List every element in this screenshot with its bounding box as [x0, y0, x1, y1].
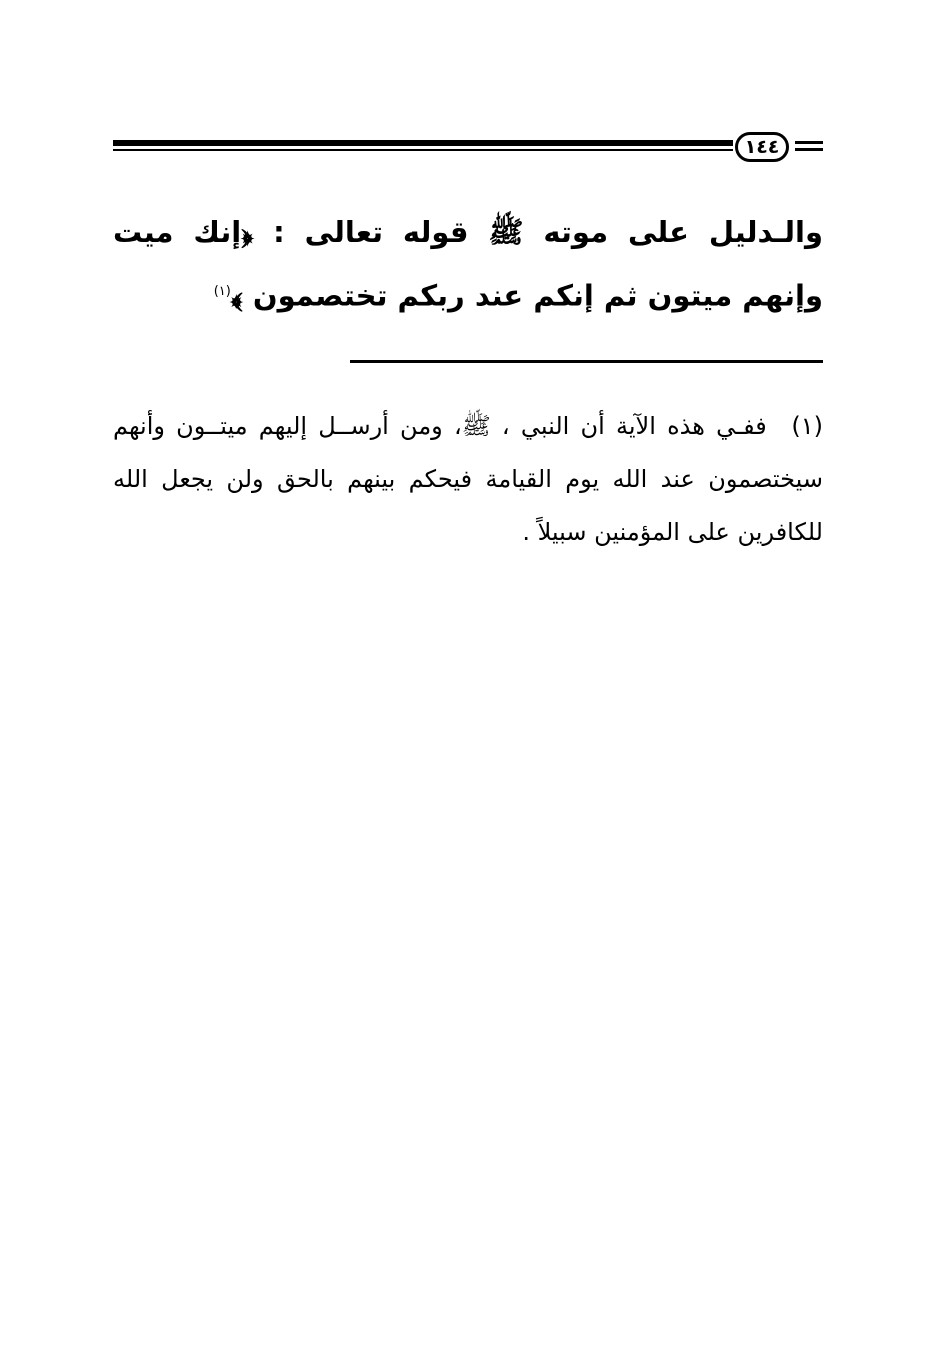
footnote-text: ففـي هذه الآية أن النبي ، ﷺ، ومن أرســل إليهم ميتــون وأنهم سيختصمون عند الله يوم القيامة فيحكم بينهم بالحق ولن يجعل الله للكافرين على المؤمنين سبيلاً .: [113, 412, 823, 546]
header-ornament: [795, 141, 823, 151]
main-paragraph-text: والـدليل على موته ﷺ قوله تعالى : ﴿إنك ميت وإنهم ميتون ثم إنكم عند ربكم تختصمون ﴾: [113, 215, 823, 313]
footnote-reference: (١): [213, 284, 231, 299]
page-header: [113, 128, 823, 164]
header-rule-thick: [113, 140, 733, 146]
header-rule-thin: [113, 149, 733, 151]
page-number: ١٤٤: [735, 132, 789, 162]
footnote: [113, 400, 823, 559]
footnote-number: (١): [791, 412, 823, 440]
main-paragraph: [113, 202, 823, 326]
header-rule: [113, 140, 733, 151]
footnote-separator: [350, 360, 823, 363]
